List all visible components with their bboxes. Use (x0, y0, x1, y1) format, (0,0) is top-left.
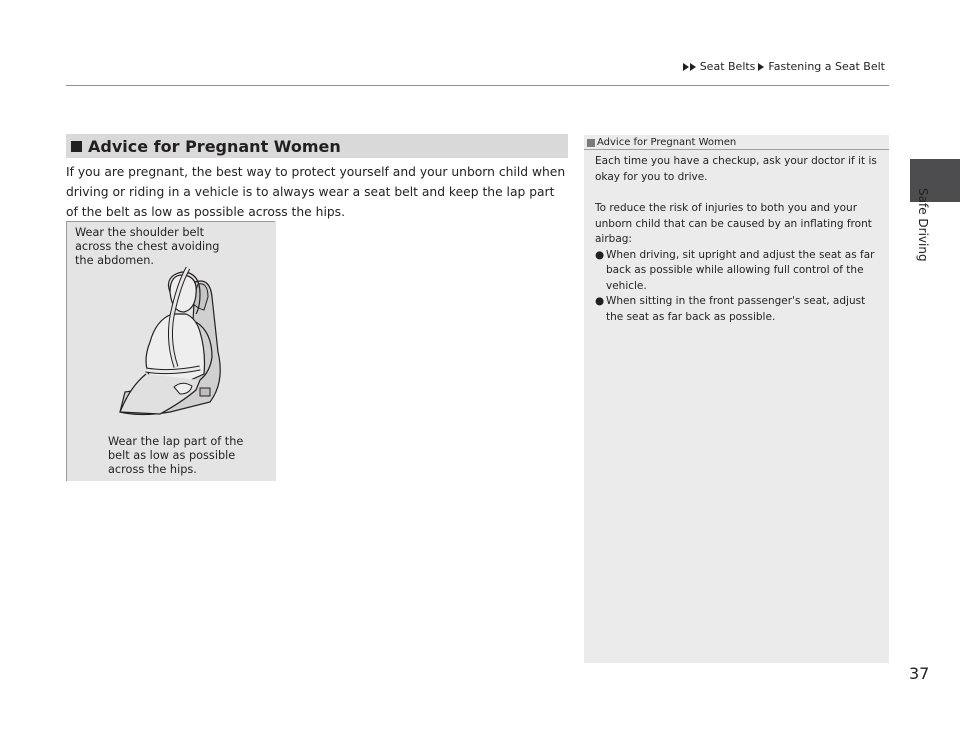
bullet-icon: ● (595, 295, 605, 307)
side-note-body (595, 154, 880, 325)
illustration-caption-lap-belt: Wear the lap part of the belt as low as possible across the hips. (108, 435, 244, 476)
side-note-heading (587, 137, 736, 148)
breadcrumb-item-fastening[interactable]: Fastening a Seat Belt (768, 60, 885, 73)
note-marker-icon (587, 139, 595, 147)
side-note-paragraph: Each time you have a checkup, ask your doctor if it is okay for you to drive. (595, 155, 877, 183)
illustration-caption-shoulder-belt: Wear the shoulder belt across the chest avoiding the abdomen. (75, 226, 220, 267)
illustration-top-rule (66, 221, 275, 222)
header-divider (66, 85, 889, 86)
side-note-title: Advice for Pregnant Women (597, 137, 737, 148)
list-item-text: When driving, sit upright and adjust the seat as far back as possible while allowing full control of the vehicle. (606, 248, 875, 292)
section-body: If you are pregnant, the best way to protect yourself and your unborn child when driving or riding in a vehicle is to always wear a seat belt and keep the lap part of the belt as low as possible across the hips. (66, 165, 566, 219)
arrow-right-icon (683, 63, 689, 71)
section-title: Advice for Pregnant Women (88, 136, 341, 156)
side-note-divider (584, 149, 889, 150)
arrow-right-icon (690, 63, 696, 71)
chapter-label (914, 188, 930, 308)
chapter-label-text: Safe Driving (916, 188, 930, 262)
page-number: 37 (909, 664, 930, 683)
square-bullet-icon (71, 141, 82, 152)
bullet-icon: ● (595, 248, 605, 261)
side-note-paragraph: To reduce the risk of injuries to both you and your unborn child that can be caused by an inflating front airbag: (595, 202, 872, 245)
list-item (595, 294, 880, 325)
list-item (595, 248, 880, 295)
list-item-text: When sitting in the front passenger's seat, adjust the seat as far back as possible. (606, 295, 866, 323)
pregnant-woman-seatbelt-illustration (100, 262, 250, 437)
section-heading (66, 134, 568, 158)
breadcrumb (683, 60, 888, 73)
arrow-right-icon (758, 63, 764, 71)
breadcrumb-item-seat-belts[interactable]: Seat Belts (699, 60, 756, 73)
